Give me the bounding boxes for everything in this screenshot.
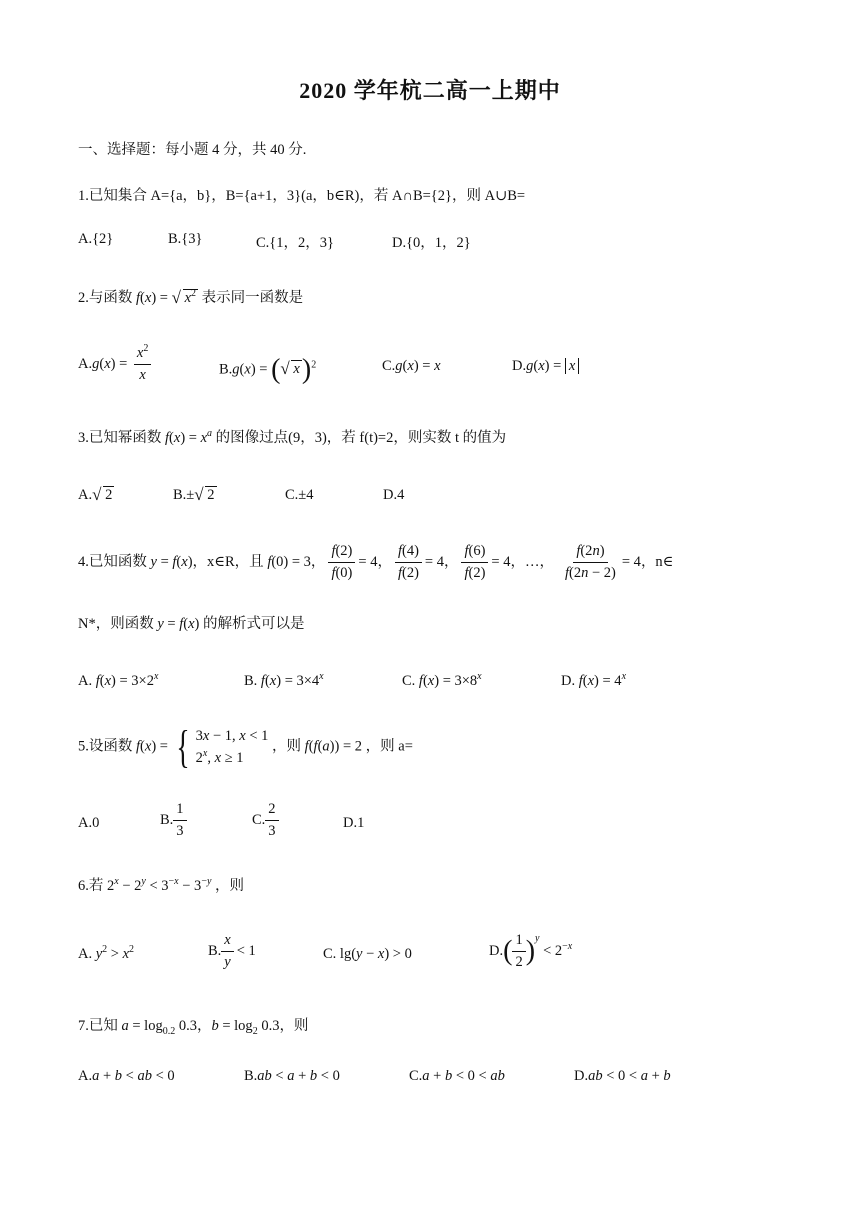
q1-option-c: C.{1，2，3} (256, 235, 334, 251)
q7-option-d: D.ab < 0 < a + b (574, 1068, 671, 1084)
q7-option-b: B.ab < a + b < 0 (244, 1068, 340, 1084)
q1-option-d: D.{0，1，2} (392, 235, 471, 251)
q1-option-b: B.{3} (168, 231, 203, 247)
question-1-stem: 1.已知集合 A={a，b}，B={a+1，3}(a，b∈R)，若 A∩B={2}，则 A∪B= (78, 188, 526, 204)
q6-option-d: D.( $\frac{1}{2}$ )$^y < 2^{-x}$ (489, 932, 573, 970)
page-title: 2020 学年杭二高一上期中 (299, 78, 561, 103)
q4-option-d: D. $f(x) = 4^x$ (561, 671, 627, 689)
q6-option-a: A. $y^2 > x^2$ (78, 944, 135, 962)
q5-option-a: A.0 (78, 815, 100, 831)
question-3-stem: 3.已知幂函数 $f(x) = x^a$ 的图像过点(9，3)，若 f(t)=2，则实数 t 的值为 (78, 428, 507, 446)
q4-option-a: A. $f(x) = 3\times 2^x$ (78, 671, 159, 689)
question-4-stem-line2: N*，则函数 y = f(x) 的解析式可以是 (78, 616, 305, 632)
q4-option-b: B. $f(x) = 3\times 4^x$ (244, 671, 324, 689)
q7-option-c: C.a + b < 0 < ab (409, 1068, 505, 1084)
q2-option-d: D.g(x) = x (512, 358, 579, 375)
q2-option-a: A.g(x) = $\frac{x^2}{x}$ (78, 345, 154, 384)
question-2-stem: 2.与函数 f(x) = √ $x^2$ 表示同一函数是 (78, 286, 303, 307)
q3-option-b: B.±√ 2 (173, 487, 217, 504)
q5-option-d: D.1 (343, 815, 365, 831)
q6-option-c: C. lg(y − x) > 0 (323, 946, 412, 962)
question-6-stem: 6.若 $2^x - 2^y < 3^{-x} - 3^{-y}$ ，则 (78, 876, 245, 894)
q5-option-c: C. $\frac{2}{3}$ (252, 801, 282, 840)
question-7-stem: 7.已知 $a = \log_{0.2} 0.3$，$b = \log_2 0.3$，则 (78, 1018, 309, 1037)
q1-option-a: A.{2} (78, 231, 114, 247)
q2-option-b: B.g(x) = (√ x)$^2$ (219, 354, 316, 386)
q3-option-a: A.√ 2 (78, 487, 114, 504)
question-4-stem: 4.已知函数 y = f(x)，x∈R，且 f(0) = 3， $\frac{f(2)}{f(0)}$ = 4， $\frac{f(4)}{f(2)}$ = 4， $\frac{f(6)}{f(2)}$ = 4，…， $\frac{f(2n)}{f(2n - 2)}$ = 4，n∈ (78, 543, 674, 581)
q6-option-b: B. $\frac{x}{y}$ < 1 (208, 932, 256, 970)
q7-option-a: A.a + b < ab < 0 (78, 1068, 175, 1084)
q3-option-d: D.4 (383, 487, 405, 503)
q3-option-c: C.±4 (285, 487, 314, 503)
q5-option-b: B. $\frac{1}{3}$ (160, 801, 190, 840)
question-5-stem: 5.设函数 f(x) = { 3x − 1, x < 1 2$^x$, x ≥ 1 ，则 f(f(a)) = 2 ，则 a= (78, 721, 413, 772)
section-heading: 一、选择题：每小题 4 分，共 40 分. (78, 142, 307, 158)
q4-option-c: C. $f(x) = 3\times 8^x$ (402, 671, 482, 689)
q2-option-c: C.g(x) = x (382, 358, 441, 374)
